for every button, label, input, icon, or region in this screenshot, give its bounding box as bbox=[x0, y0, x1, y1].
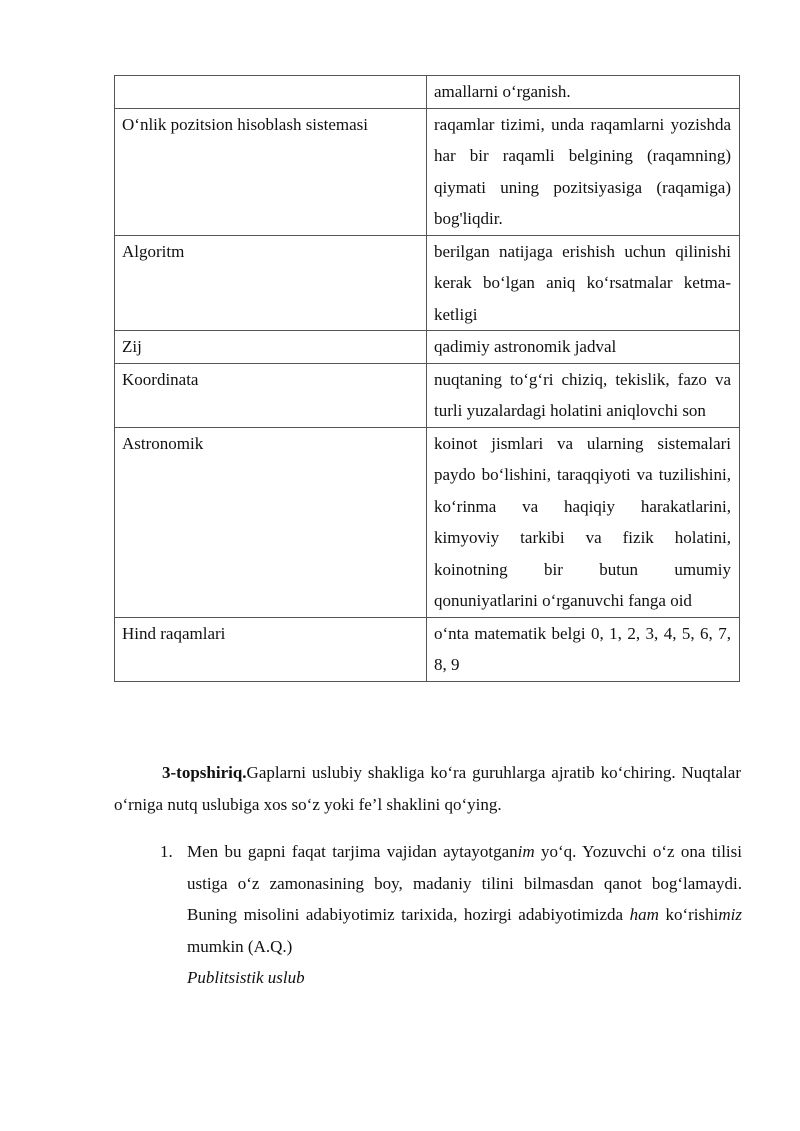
sentence-part: ko‘rishi bbox=[658, 905, 719, 924]
definition-cell: berilgan natijaga erishish uchun qilinishi kerak bo‘lgan aniq ko‘rsatmalar ketma-ketligi bbox=[427, 235, 740, 331]
sentence-part: yo‘q. Yozuvchi o‘z ona tilisi ustiga o‘z zamonasining boy, madaniy tilini bilmasdan qanot bog‘lamaydi. Buning misolini adabiyotimiz tarixida, hozirgi adabiyotimizda bbox=[187, 842, 742, 924]
table-row bbox=[115, 331, 740, 364]
definition-cell: koinot jismlari va ularning sistemalari paydo bo‘lishini, taraqqiyoti va tuzilishini, ko‘rinma va haqiqiy harakatlarini, kimyoviy tarkibi va fizik holatini, koinotning bir butun umumiy qonuniyatlarini o‘rganuvchi fanga oid bbox=[427, 427, 740, 617]
table-row bbox=[115, 617, 740, 681]
definition-cell: qadimiy astronomik jadval bbox=[427, 331, 740, 364]
term-cell: Algoritm bbox=[115, 235, 427, 331]
list-item-text bbox=[187, 836, 742, 962]
term-cell: Koordinata bbox=[115, 363, 427, 427]
definition-cell: amallarni o‘rganish. bbox=[427, 76, 740, 109]
table-row bbox=[115, 427, 740, 617]
term-cell: Astronomik bbox=[115, 427, 427, 617]
sentence-part: Men bu gapni faqat tarjima vajidan aytayotgan bbox=[187, 842, 518, 861]
table-row bbox=[115, 108, 740, 235]
task-text: Gaplarni uslubiy shakliga ko‘ra guruhlarga ajratib ko‘chiring. Nuqtalar o‘rniga nutq uslubiga xos so‘z yoki fe’l shaklini qo‘ying. bbox=[114, 763, 741, 814]
glossary-body bbox=[115, 76, 740, 682]
italic-suffix: miz bbox=[718, 905, 742, 924]
italic-word: ham bbox=[629, 905, 659, 924]
glossary-table bbox=[114, 75, 740, 682]
list-item bbox=[160, 836, 742, 994]
definition-cell: o‘nta matematik belgi 0, 1, 2, 3, 4, 5, 6, 7, 8, 9 bbox=[427, 617, 740, 681]
table-row bbox=[115, 363, 740, 427]
term-cell: Hind raqamlari bbox=[115, 617, 427, 681]
task-label: 3-topshiriq. bbox=[162, 763, 247, 782]
list-item-number: 1. bbox=[160, 842, 173, 861]
style-label: Publitsistik uslub bbox=[187, 968, 305, 987]
italic-suffix: im bbox=[517, 842, 535, 861]
sentence-part: mumkin (A.Q.) bbox=[187, 936, 293, 956]
task-paragraph bbox=[114, 757, 741, 820]
definition-cell: raqamlar tizimi, unda raqamlarni yozishda har bir raqamli belgining (raqamning) qiymati uning pozitsiyasiga (raqamiga) bog'liqdir. bbox=[427, 108, 740, 235]
definition-cell: nuqtaning to‘g‘ri chiziq, tekislik, fazo va turli yuzalardagi holatini aniqlovchi son bbox=[427, 363, 740, 427]
term-cell: O‘nlik pozitsion hisoblash sistemasi bbox=[115, 108, 427, 235]
table-row bbox=[115, 76, 740, 109]
term-cell: Zij bbox=[115, 331, 427, 364]
table-row bbox=[115, 235, 740, 331]
term-cell bbox=[115, 76, 427, 109]
